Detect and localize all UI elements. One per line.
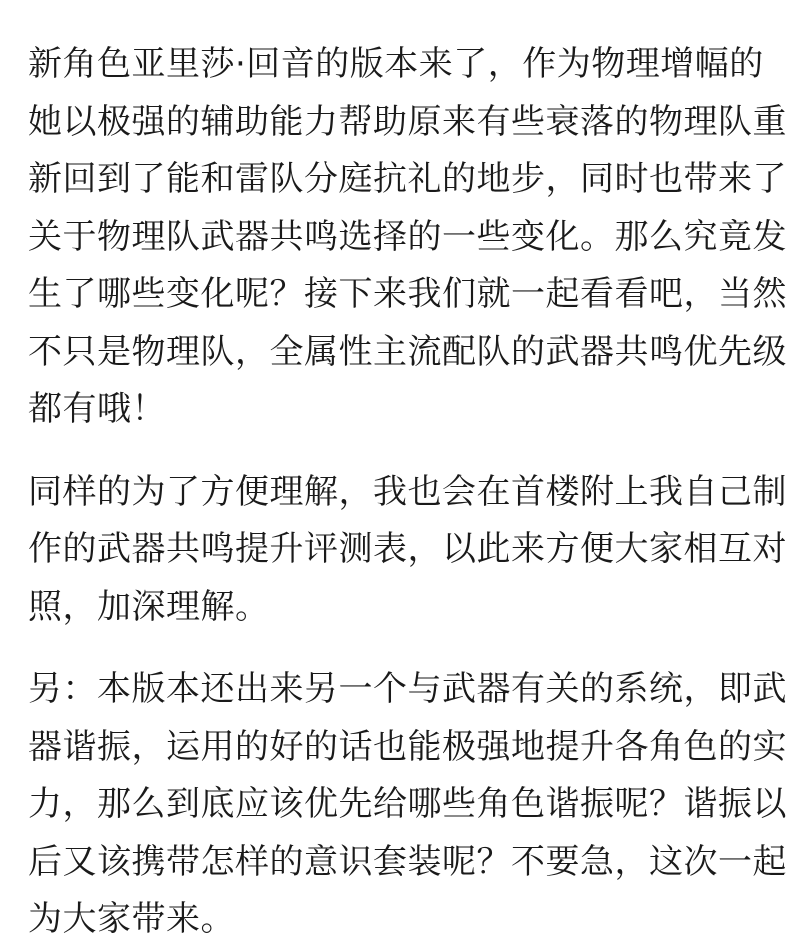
- text-line: 另：本版本还出来另一个与武器有关的系统，即武: [28, 669, 787, 709]
- text-line: 不只是物理队，全属性主流配队的武器共鸣优先级: [28, 331, 787, 372]
- paragraph-evaluation-table: [28, 464, 787, 637]
- text-line: 都有哦！: [28, 389, 166, 429]
- paragraph-resonance: [28, 661, 787, 949]
- text-line: 后又该携带怎样的意识套装呢？不要急，这次一起: [28, 841, 787, 882]
- text-line: 照，加深理解。: [28, 586, 270, 627]
- text-line: 器谐振，运用的好的话也能极强地提升各角色的实: [28, 726, 787, 767]
- text-line: 生了哪些变化呢？接下来我们就一起看看吧，当然: [28, 274, 787, 314]
- text-line: 为大家带来。: [28, 899, 235, 939]
- text-line: 力，那么到底应该优先给哪些角色谐振呢？谐振以: [28, 784, 787, 824]
- paragraph-intro: [28, 36, 787, 439]
- text-line: 她以极强的辅助能力帮助原来有些衰落的物理队重: [28, 101, 787, 142]
- text-line: 新角色亚里莎·回音的版本来了，作为物理增幅的: [28, 44, 764, 84]
- text-line: 同样的为了方便理解，我也会在首楼附上我自己制: [28, 471, 787, 512]
- article-body: [28, 36, 787, 949]
- text-line: 新回到了能和雷队分庭抗礼的地步，同时也带来了: [28, 159, 787, 199]
- text-line: 关于物理队武器共鸣选择的一些变化。那么究竟发: [28, 216, 787, 257]
- text-line: 作的武器共鸣提升评测表，以此来方便大家相互对: [28, 529, 787, 569]
